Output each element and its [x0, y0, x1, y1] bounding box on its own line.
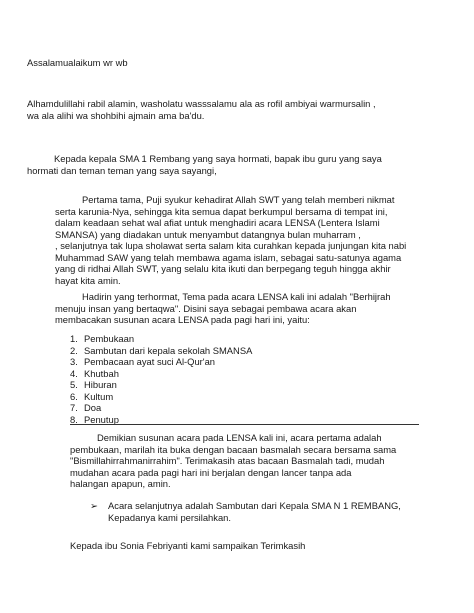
agenda-item-label: Sambutan dari kepala sekolah SMANSA — [84, 344, 253, 356]
paragraph-line: dalam keadaan sehat wal afiat untuk menghadiri acara LENSA (Lentera Islami — [55, 217, 380, 228]
horizontal-divider — [70, 424, 419, 425]
agenda-item-label: Pembukaan — [84, 333, 135, 344]
paragraph-line: hayat kita amin. — [55, 274, 121, 286]
agenda-item — [70, 391, 252, 403]
arrow-bullet-icon: ➢ — [90, 500, 98, 511]
paragraph-line: menuju insan yang bertaqwa". Disini saya sebagai pembawa acara akan — [55, 302, 357, 314]
continuation-paragraph — [70, 432, 396, 490]
agenda-item-number: 1. — [70, 333, 78, 344]
agenda-item-number: 2. — [70, 344, 78, 356]
paragraph-line: hormati dan teman teman yang saya sayangi, — [27, 164, 217, 176]
paragraph-line: Pertama tama, Puji syukur kehadirat Allah SWT yang telah memberi nikmat — [82, 194, 395, 205]
paragraph-line: membacakan susunan acara LENSA pada pagi hari ini, yaitu: — [55, 314, 310, 325]
theme-paragraph — [55, 291, 391, 326]
agenda-list — [70, 333, 252, 425]
paragraph-line: Alhamdulillahi rabil alamin, washolatu wasssalamu ala as rofil ambiyai warmursalin , — [27, 98, 376, 109]
paragraph-line: mudahan acara pada pagi hari ini berjalan dengan lancer tanpa ada — [70, 466, 352, 478]
agenda-item-number: 4. — [70, 367, 78, 379]
agenda-item-number: 5. — [70, 379, 78, 390]
gratitude-paragraph — [55, 194, 406, 286]
paragraph-line: serta karunia-Nya, sehingga kita semua dapat berkumpul bersama di tempat ini, — [55, 205, 388, 217]
bullet-text — [108, 500, 401, 523]
paragraph-line: yang di ridhai Allah SWT, yang selalu kita ikuti dan berpegang teguh hingga akhir — [55, 263, 391, 274]
agenda-item — [70, 345, 252, 357]
paragraph-line: "Bismillahirrahmanirrahim". Terimakasih atas bacaan Basmalah tadi, mudah — [70, 455, 385, 466]
agenda-item — [70, 379, 252, 391]
agenda-item-label: Pembacaan ayat suci Al-Qur'an — [84, 356, 216, 367]
agenda-item-label: Khutbah — [84, 367, 119, 379]
agenda-item-number: 7. — [70, 402, 78, 413]
agenda-item — [70, 402, 252, 414]
paragraph-line: Kepada kepala SMA 1 Rembang yang saya hormati, bapak ibu guru yang saya — [54, 153, 382, 164]
agenda-item — [70, 333, 252, 345]
paragraph-line: , selanjutnya tak lupa sholawat serta salam kita curahkan kepada junjungan kita nabi — [55, 240, 407, 251]
agenda-item-number: 6. — [70, 390, 78, 402]
agenda-item-number: 8. — [70, 413, 78, 425]
paragraph-line: Demikian susunan acara pada LENSA kali ini, acara pertama adalah — [97, 432, 382, 443]
opening-paragraph — [27, 98, 376, 121]
agenda-item-label: Penutup — [84, 413, 119, 425]
paragraph-line: wa ala alihi wa shohbihi ajmain ama ba'du. — [27, 109, 205, 121]
paragraph-line: SMANSA) yang diadakan untuk menyambut datangnya bulan muharram , — [55, 228, 361, 240]
agenda-item — [70, 356, 252, 368]
respect-paragraph — [27, 153, 382, 176]
paragraph-line: pembukaan, marilah ita buka dengan bacaan basmalah secara bersama sama — [70, 443, 397, 455]
agenda-item-label: Hiburan — [84, 379, 117, 390]
paragraph-line: halangan apapun, amin. — [70, 478, 171, 489]
paragraph-line: Muhammad SAW yang telah membawa agama islam, sebagai satu-satunya agama — [55, 251, 402, 263]
closing-line: Kepada ibu Sonia Febriyanti kami sampaikan Terimkasih — [70, 540, 306, 551]
agenda-item — [70, 368, 252, 380]
agenda-item-label: Kultum — [84, 390, 114, 402]
paragraph-line: Kepadanya kami persilahkan. — [108, 511, 231, 523]
greeting-line: Assalamualaikum wr wb — [27, 57, 128, 68]
agenda-item-number: 3. — [70, 356, 78, 367]
paragraph-line: Hadirin yang terhormat, Tema pada acara LENSA kali ini adalah "Berhijrah — [82, 291, 391, 302]
agenda-item-label: Doa — [84, 402, 102, 413]
paragraph-line: Acara selanjutnya adalah Sambutan dari Kepala SMA N 1 REMBANG, — [108, 500, 401, 511]
